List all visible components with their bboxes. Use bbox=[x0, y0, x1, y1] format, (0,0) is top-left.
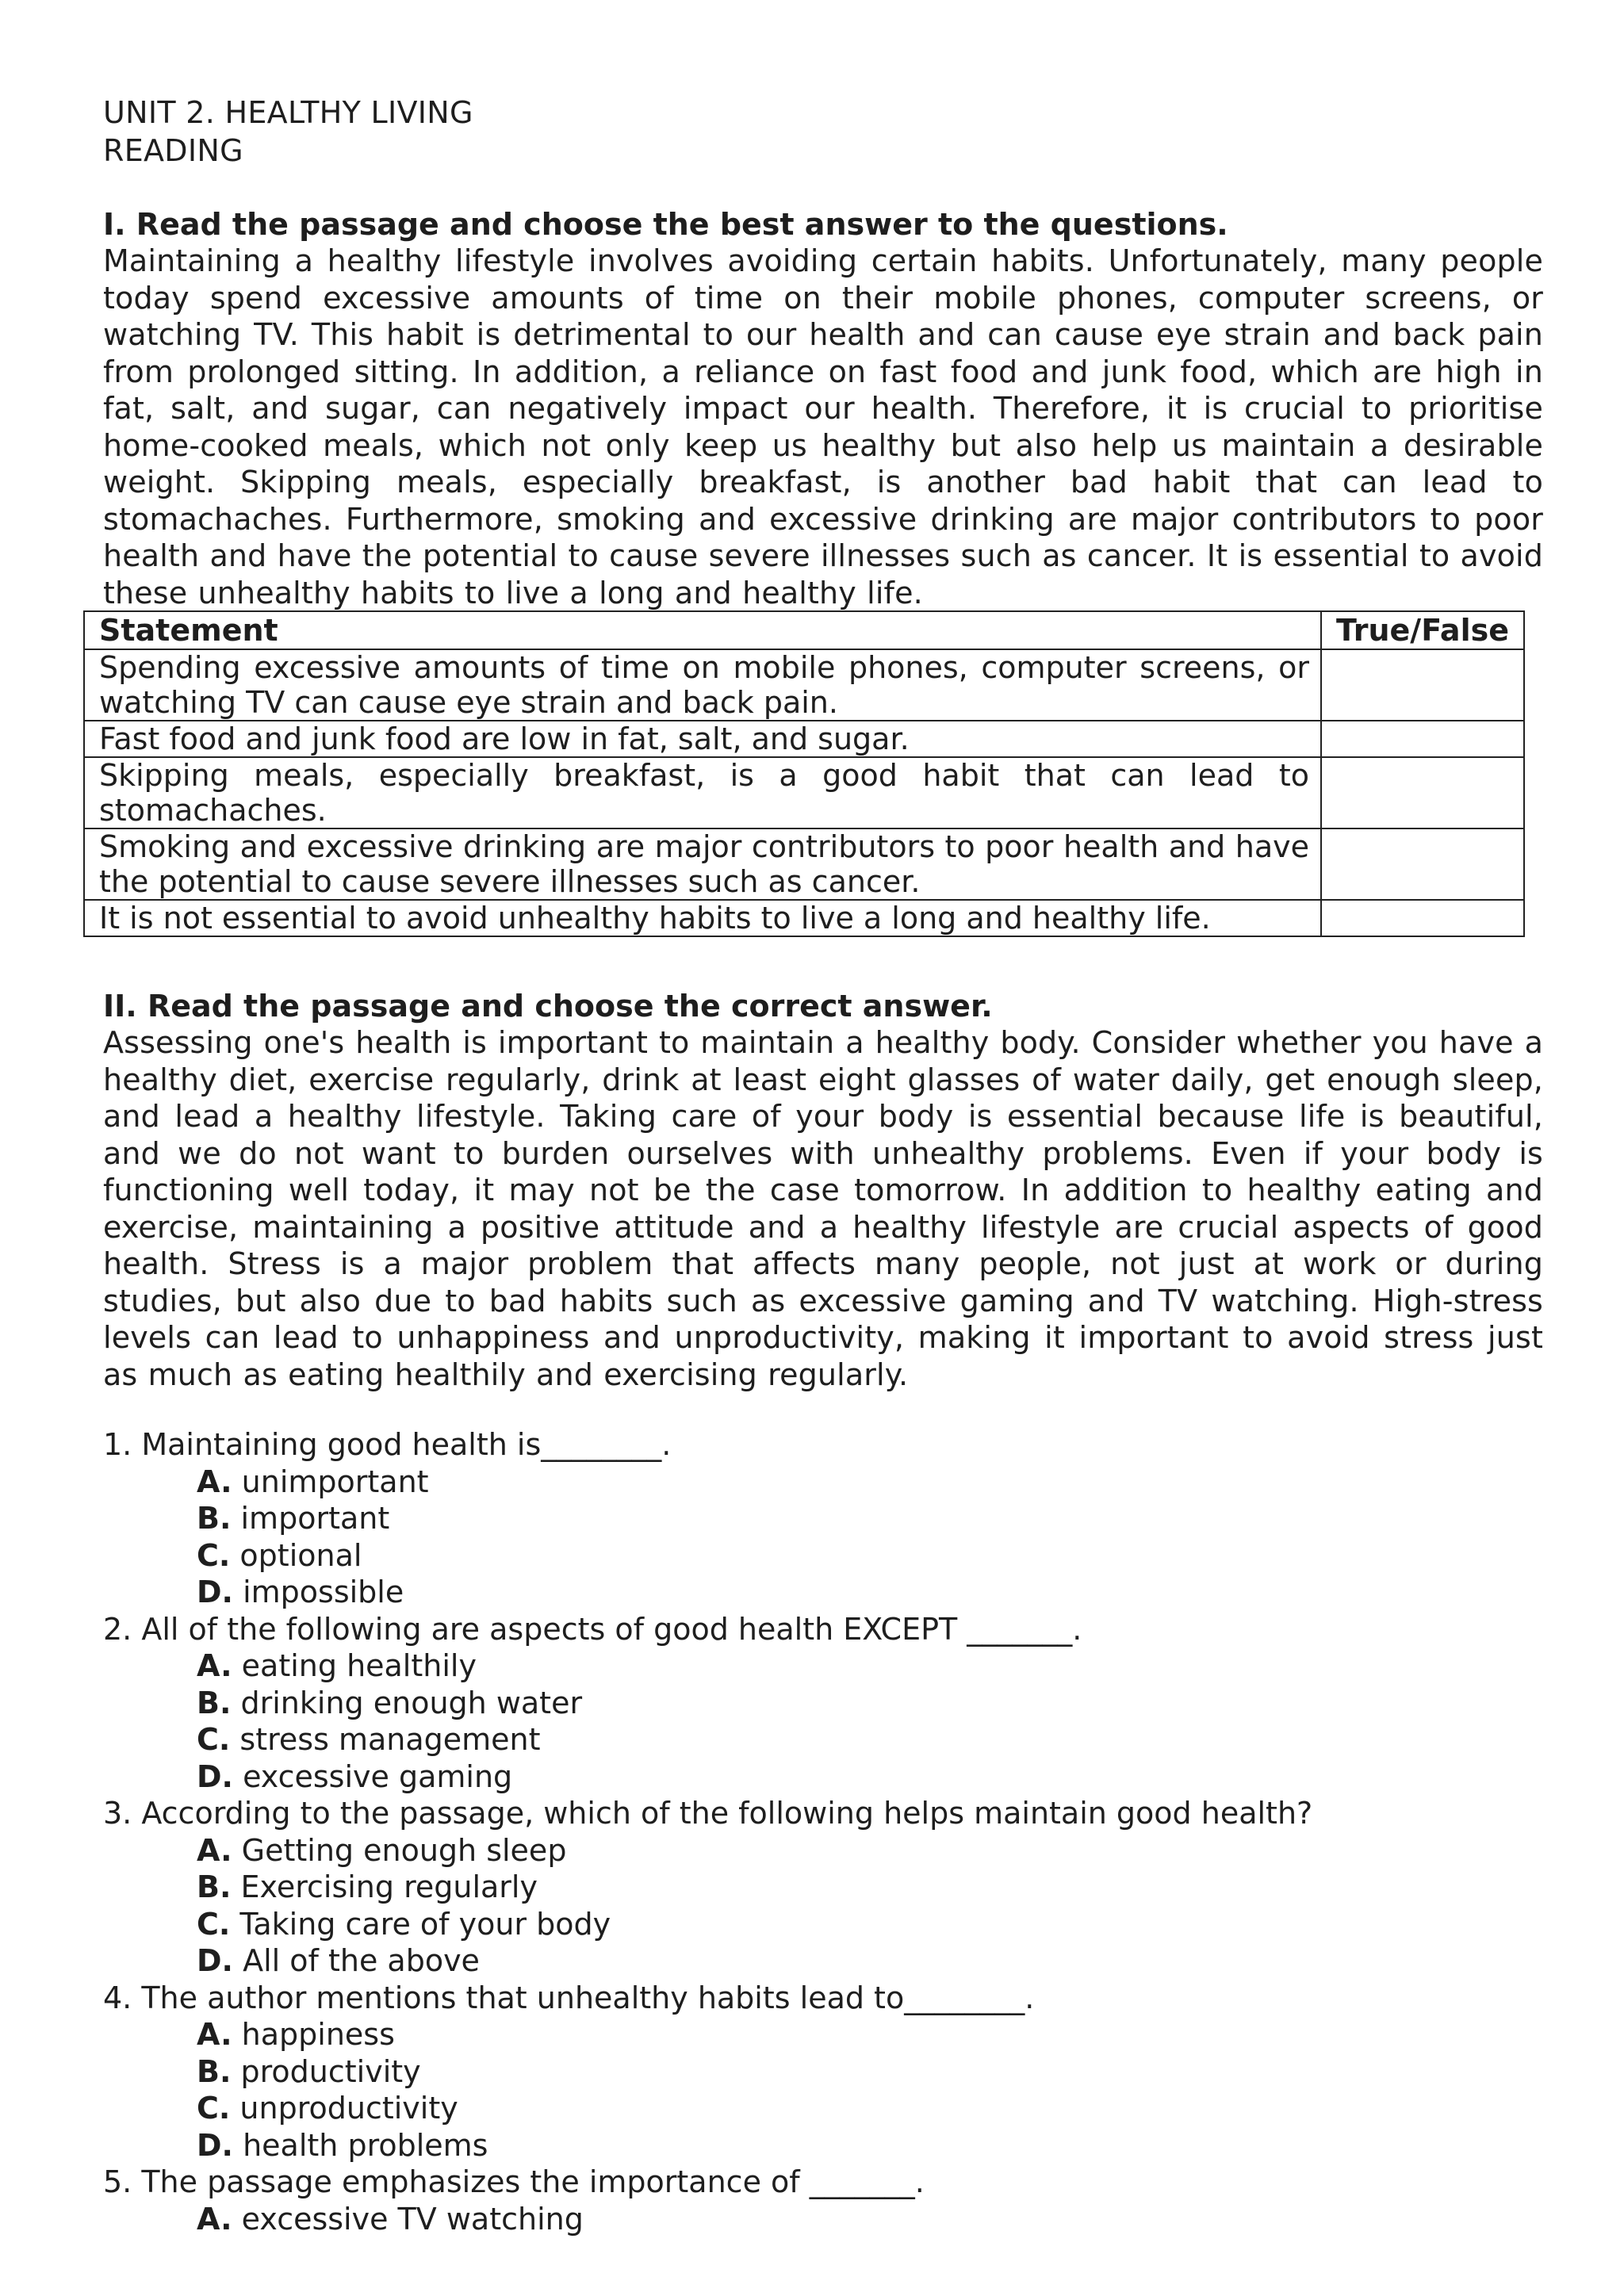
statement-cell: It is not essential to avoid unhealthy habits to live a long and healthy life. bbox=[84, 900, 1321, 936]
section2-passage: Assessing one's health is important to maintain a healthy body. Consider whether you have a healthy diet, exercise regularly, drink at least eight glasses of water daily, get enough sleep, and lead a healthy lifestyle. Taking care of your body is essential because life is beautiful, and we do not want to burden ourselves with unhealthy problems. Even if your body is functioning well today, it may not be the case tomorrow. In addition to healthy eating and exercise, maintaining a positive attitude and a healthy lifestyle are crucial aspects of good health. Stress is a major problem that affects many people, not just at work or during studies, but also due to bad habits such as excessive gaming and TV watching. High-stress levels can lead to unhappiness and unproductivity, making it important to avoid stress just as much as eating healthily and exercising regularly. bbox=[103, 1025, 1543, 1392]
table-row bbox=[84, 649, 1524, 721]
option-letter: A. bbox=[197, 1832, 232, 1868]
option-letter: C. bbox=[197, 1906, 231, 1942]
option-letter: D. bbox=[197, 2127, 233, 2163]
true-false-table bbox=[83, 610, 1525, 937]
option-text: unproductivity bbox=[239, 2091, 458, 2126]
option-text: productivity bbox=[240, 2053, 421, 2089]
answer-cell[interactable] bbox=[1321, 649, 1524, 721]
question-3-option-b[interactable] bbox=[197, 1869, 1543, 1906]
question-2-option-c[interactable] bbox=[197, 1721, 1543, 1758]
option-letter: B. bbox=[197, 1869, 232, 1904]
worksheet-page bbox=[99, 94, 1543, 2237]
question-list bbox=[103, 1426, 1543, 2237]
question-4: 4. The author mentions that unhealthy habits lead to________. bbox=[103, 1980, 1035, 2015]
option-text: stress management bbox=[239, 1722, 541, 1757]
question-3-option-a[interactable] bbox=[197, 1832, 1543, 1869]
answer-cell[interactable] bbox=[1321, 721, 1524, 757]
option-text: eating healthily bbox=[241, 1648, 477, 1683]
question-4-option-a[interactable] bbox=[197, 2016, 1543, 2053]
table-row bbox=[84, 828, 1524, 900]
option-text: excessive gaming bbox=[243, 1758, 513, 1794]
question-5-option-a[interactable] bbox=[197, 2201, 1543, 2238]
table-row bbox=[84, 900, 1524, 936]
option-letter: C. bbox=[197, 1537, 231, 1573]
option-text: excessive TV watching bbox=[241, 2201, 584, 2237]
option-text: Exercising regularly bbox=[240, 1869, 538, 1904]
section1-passage: Maintaining a healthy lifestyle involves avoiding certain habits. Unfortunately, many people today spend excessive amounts of time on their mobile phones, computer screens, or watching TV. This habit is detrimental to our health and can cause eye strain and back pain from prolonged sitting. In addition, a reliance on fast food and junk food, which are high in fat, salt, and sugar, can negatively impact our health. Therefore, it is crucial to prioritise home-cooked meals, which not only keep us healthy but also help us maintain a desirable weight. Skipping meals, especially breakfast, is another bad habit that can lead to stomachaches. Furthermore, smoking and excessive drinking are major contributors to poor health and have the potential to cause severe illnesses such as cancer. It is essential to avoid these unhealthy habits to live a long and healthy life. bbox=[103, 243, 1543, 610]
option-text: Getting enough sleep bbox=[241, 1832, 567, 1868]
section2 bbox=[103, 988, 1543, 2237]
option-letter: C. bbox=[197, 1722, 231, 1757]
question-2-option-a[interactable] bbox=[197, 1647, 1543, 1685]
question-3: 3. According to the passage, which of the following helps maintain good health? bbox=[103, 1796, 1313, 1831]
question-4-option-c[interactable] bbox=[197, 2090, 1543, 2127]
question-2: 2. All of the following are aspects of good health EXCEPT _______. bbox=[103, 1611, 1082, 1647]
question-3-option-d[interactable] bbox=[197, 1942, 1543, 1980]
question-5: 5. The passage emphasizes the importance of _______. bbox=[103, 2164, 925, 2199]
table-row bbox=[84, 721, 1524, 757]
question-1: 1. Maintaining good health is________. bbox=[103, 1427, 672, 1462]
table-header-row bbox=[84, 611, 1524, 649]
question-4-option-b[interactable] bbox=[197, 2053, 1543, 2091]
option-text: optional bbox=[239, 1537, 362, 1573]
true-false-column-header: True/False bbox=[1321, 611, 1524, 649]
statement-column-header: Statement bbox=[84, 611, 1321, 649]
option-text: important bbox=[240, 1501, 390, 1536]
statement-cell: Skipping meals, especially breakfast, is a good habit that can lead to stomachaches. bbox=[84, 757, 1321, 828]
statement-cell: Fast food and junk food are low in fat, salt, and sugar. bbox=[84, 721, 1321, 757]
option-text: unimportant bbox=[241, 1464, 429, 1499]
statement-cell: Smoking and excessive drinking are major contributors to poor health and have the potential to cause severe illnesses such as cancer. bbox=[84, 828, 1321, 900]
section1-heading: I. Read the passage and choose the best answer to the questions. bbox=[103, 207, 1228, 242]
option-letter: B. bbox=[197, 1501, 232, 1536]
answer-cell[interactable] bbox=[1321, 828, 1524, 900]
question-1-option-d[interactable] bbox=[197, 1574, 1543, 1611]
question-1-option-a[interactable] bbox=[197, 1464, 1543, 1501]
question-2-option-d[interactable] bbox=[197, 1758, 1543, 1796]
table-row bbox=[84, 757, 1524, 828]
option-text: health problems bbox=[243, 2127, 488, 2163]
option-letter: C. bbox=[197, 2091, 231, 2126]
option-letter: A. bbox=[197, 2017, 232, 2052]
option-text: Taking care of your body bbox=[239, 1906, 611, 1942]
statement-cell: Spending excessive amounts of time on mobile phones, computer screens, or watching TV can cause eye strain and back pain. bbox=[84, 649, 1321, 721]
question-2-option-b[interactable] bbox=[197, 1685, 1543, 1722]
answer-cell[interactable] bbox=[1321, 900, 1524, 936]
option-text: happiness bbox=[241, 2017, 395, 2052]
question-4-option-d[interactable] bbox=[197, 2127, 1543, 2164]
option-text: All of the above bbox=[243, 1943, 480, 1978]
option-letter: B. bbox=[197, 2053, 232, 2089]
unit-title: UNIT 2. HEALTHY LIVING bbox=[103, 95, 473, 130]
option-letter: D. bbox=[197, 1758, 233, 1794]
option-letter: D. bbox=[197, 1943, 233, 1978]
option-text: impossible bbox=[243, 1575, 404, 1609]
option-letter: A. bbox=[197, 1648, 232, 1683]
answer-cell[interactable] bbox=[1321, 757, 1524, 828]
option-letter: B. bbox=[197, 1685, 232, 1720]
section2-heading: II. Read the passage and choose the correct answer. bbox=[103, 989, 993, 1024]
option-letter: D. bbox=[197, 1575, 233, 1609]
option-text: drinking enough water bbox=[240, 1685, 583, 1720]
question-3-option-c[interactable] bbox=[197, 1906, 1543, 1943]
question-1-option-b[interactable] bbox=[197, 1500, 1543, 1537]
option-letter: A. bbox=[197, 1464, 232, 1499]
question-1-option-c[interactable] bbox=[197, 1537, 1543, 1575]
option-letter: A. bbox=[197, 2201, 232, 2237]
section-title: READING bbox=[103, 133, 243, 168]
